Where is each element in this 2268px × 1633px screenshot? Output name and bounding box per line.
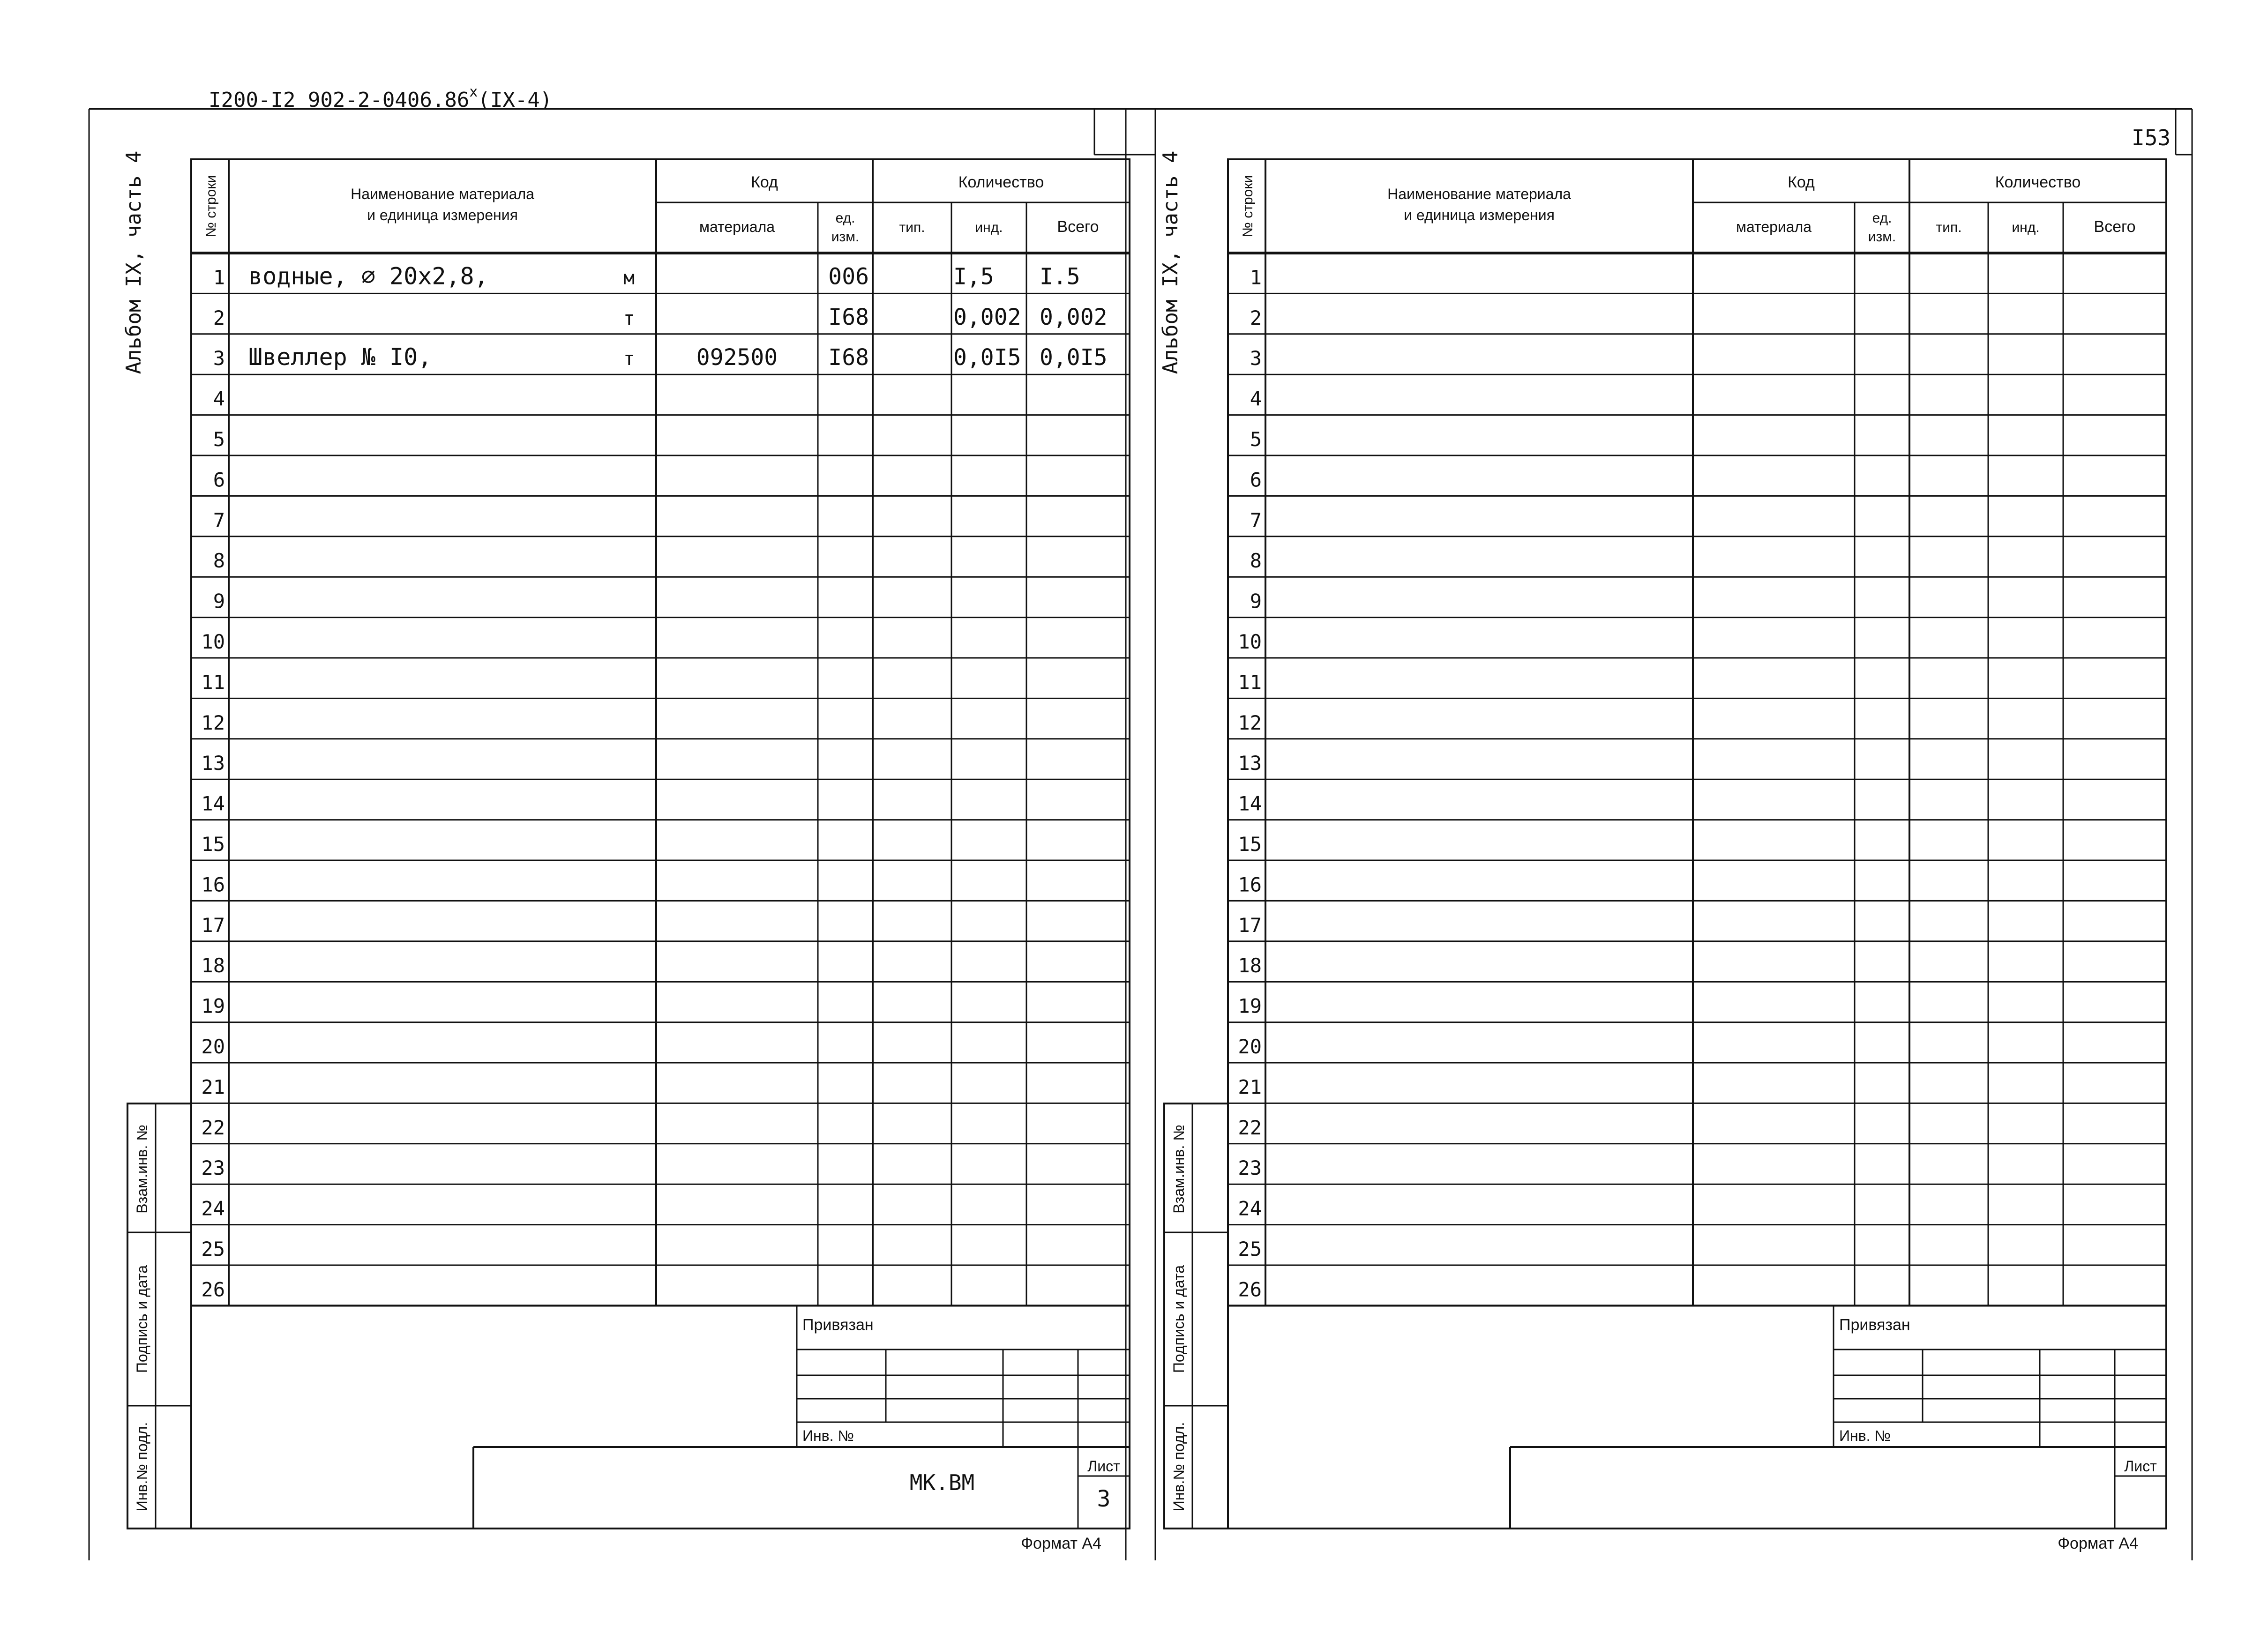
header-name: и единица измерения xyxy=(1404,207,1555,224)
row-number: 5 xyxy=(213,428,225,451)
sheet-left xyxy=(89,109,1155,1560)
header-quantity: Количество xyxy=(958,173,1044,191)
stamp-vzam: Взам.инв. № xyxy=(1170,1125,1187,1214)
row-number: 2 xyxy=(1250,306,1262,329)
header-qty-typ: тип. xyxy=(899,220,925,235)
row-number: 4 xyxy=(213,387,225,410)
row-number: 25 xyxy=(201,1238,225,1260)
row-number: 12 xyxy=(1238,711,1262,734)
qty-ind: 0,002 xyxy=(953,304,1021,330)
qty-total: 0,0I5 xyxy=(1040,344,1108,371)
stamp-vzam: Взам.инв. № xyxy=(134,1125,150,1214)
stamp-inv-podl: Инв.№ подл. xyxy=(1170,1422,1187,1512)
header-qty-typ: тип. xyxy=(1936,220,1962,235)
header-code-unit: изм. xyxy=(831,229,860,245)
header-code-unit: изм. xyxy=(1868,229,1896,245)
qty-total: I.5 xyxy=(1040,263,1080,290)
row-number: 25 xyxy=(1238,1238,1262,1260)
row-number: 19 xyxy=(1238,994,1262,1018)
material-code: 092500 xyxy=(696,344,778,371)
material-unit: т xyxy=(623,348,635,370)
header-name: Наименование материала xyxy=(351,186,534,202)
row-number: 6 xyxy=(1250,468,1262,492)
row-number: 26 xyxy=(1238,1278,1262,1301)
row-number: 2 xyxy=(213,306,225,329)
header-qty-total: Всего xyxy=(1057,218,1099,236)
row-number: 20 xyxy=(201,1035,225,1058)
album-label: Альбом IX, часть 4 xyxy=(1159,150,1183,374)
unit-code: I68 xyxy=(828,304,869,330)
row-number: 11 xyxy=(1238,671,1262,694)
material-unit: м xyxy=(623,267,635,289)
stamp-podpis: Подпись и дата xyxy=(134,1265,150,1373)
privyazan-label: Привязан xyxy=(802,1316,874,1334)
header-code: Код xyxy=(751,173,778,191)
row-number: 14 xyxy=(1238,792,1262,815)
row-number: 21 xyxy=(1238,1075,1262,1099)
format-label: Формат А4 xyxy=(2058,1535,2138,1552)
row-number: 1 xyxy=(1250,266,1262,289)
header-qty-ind: инд. xyxy=(975,220,1003,235)
header-code: Код xyxy=(1788,173,1815,191)
row-number: 9 xyxy=(1250,589,1262,613)
row-number: 14 xyxy=(201,792,225,815)
material-name: водные, ∅ 20х2,8, xyxy=(248,262,488,290)
header-code-material: материала xyxy=(699,218,775,235)
format-label: Формат А4 xyxy=(1021,1535,1101,1552)
album-label: Альбом IX, часть 4 xyxy=(122,150,146,374)
row-number: 3 xyxy=(1250,347,1262,370)
inv-no-label: Инв. № xyxy=(1839,1427,1891,1444)
row-number: 16 xyxy=(1238,873,1262,896)
header-row-number: № строки xyxy=(203,175,219,238)
header-code-unit: ед. xyxy=(835,210,855,226)
row-number: 18 xyxy=(201,954,225,977)
header-code-unit: ед. xyxy=(1872,210,1892,226)
row-number: 16 xyxy=(201,873,225,896)
row-number: 18 xyxy=(1238,954,1262,977)
row-number: 26 xyxy=(201,1278,225,1301)
row-number: 19 xyxy=(201,994,225,1018)
row-number: 20 xyxy=(1238,1035,1262,1058)
material-table-frame xyxy=(191,159,1130,1305)
material-table-frame xyxy=(1228,159,2166,1305)
title-block-frame xyxy=(1228,1305,2166,1529)
material-unit: т xyxy=(623,307,635,329)
row-number: 17 xyxy=(1238,913,1262,937)
row-number: 15 xyxy=(1238,833,1262,856)
header-quantity: Количество xyxy=(1995,173,2081,191)
row-number: 17 xyxy=(201,913,225,937)
qty-ind: 0,0I5 xyxy=(953,344,1021,371)
header-name: и единица измерения xyxy=(367,207,518,224)
row-number: 12 xyxy=(201,711,225,734)
stamp-inv-podl: Инв.№ подл. xyxy=(134,1422,150,1512)
header-row-number: № строки xyxy=(1240,175,1256,238)
row-number: 13 xyxy=(1238,752,1262,775)
qty-total: 0,002 xyxy=(1040,304,1108,330)
doc-code: МК.ВМ xyxy=(909,1470,975,1495)
row-number: 7 xyxy=(213,508,225,532)
header-qty-ind: инд. xyxy=(2012,220,2040,235)
row-number: 22 xyxy=(201,1116,225,1139)
sheet-right xyxy=(1126,109,2192,1560)
header-name: Наименование материала xyxy=(1387,186,1571,202)
material-name: Швеллер № I0, xyxy=(248,343,432,371)
qty-ind: I,5 xyxy=(953,263,994,290)
unit-code: 006 xyxy=(828,263,869,290)
row-number: 7 xyxy=(1250,508,1262,532)
header-code-material: материала xyxy=(1736,218,1812,235)
header-qty-total: Всего xyxy=(2094,218,2136,236)
row-number: 23 xyxy=(1238,1156,1262,1180)
row-number: 6 xyxy=(213,468,225,492)
row-number: 11 xyxy=(201,671,225,694)
row-number: 22 xyxy=(1238,1116,1262,1139)
row-number: 1 xyxy=(213,266,225,289)
unit-code: I68 xyxy=(828,344,869,371)
row-number: 21 xyxy=(201,1075,225,1099)
row-number: 4 xyxy=(1250,387,1262,410)
list-label: Лист xyxy=(1087,1458,1120,1475)
inv-no-label: Инв. № xyxy=(802,1427,854,1444)
row-number: 10 xyxy=(1238,630,1262,653)
page-number: I53 xyxy=(2132,125,2171,150)
sheet-number: 3 xyxy=(1097,1486,1111,1512)
list-label: Лист xyxy=(2124,1458,2157,1475)
title-block-frame xyxy=(191,1305,1130,1529)
privyazan-label: Привязан xyxy=(1839,1316,1910,1334)
drawing-code: I200-I2 $902-2-0406.86^х(IX-4)$ xyxy=(209,84,553,112)
row-number: 23 xyxy=(201,1156,225,1180)
row-number: 8 xyxy=(1250,549,1262,573)
row-number: 5 xyxy=(1250,428,1262,451)
row-number: 15 xyxy=(201,833,225,856)
stamp-podpis: Подпись и дата xyxy=(1170,1265,1187,1373)
row-number: 10 xyxy=(201,630,225,653)
row-number: 8 xyxy=(213,549,225,573)
row-number: 24 xyxy=(1238,1197,1262,1220)
row-number: 24 xyxy=(201,1197,225,1220)
row-number: 9 xyxy=(213,589,225,613)
row-number: 13 xyxy=(201,752,225,775)
row-number: 3 xyxy=(213,347,225,370)
